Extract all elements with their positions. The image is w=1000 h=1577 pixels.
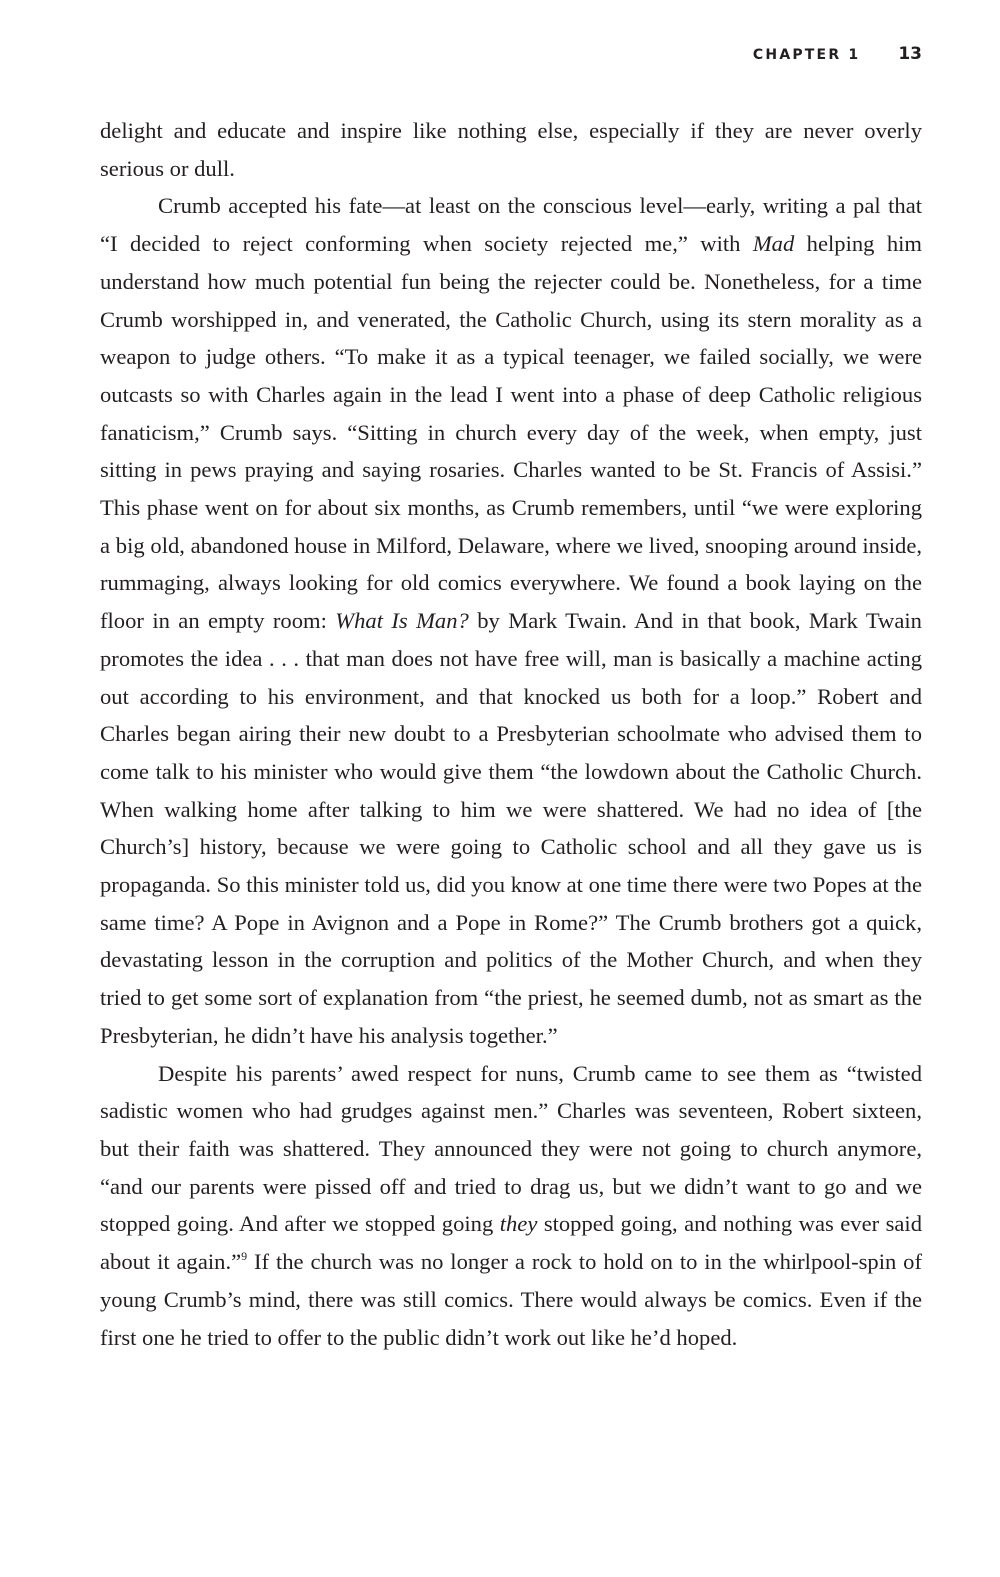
paragraph-2-text-b: helping him understand how much potential fun being the rejecter could be. Nonetheless, for a time Crumb worshipped in, and venerated, the Catholic Church, using its stern morality as a weapon to judge others. “To make it as a typical teenager, we failed socially, we were outcasts so with Charles again in the lead I went into a phase of deep Catholic religious fanaticism,” Crumb says. “Sitting in church every day of the week, when empty, just sitting in pews praying and saying rosaries. Charles wanted to be St. Francis of Assisi.” This phase went on for about six months, as Crumb remembers, until “we were exploring a big old, abandoned house in Milford, Delaware, where we lived, snooping around inside, rummaging, always looking for old comics everywhere. We found a book laying on the floor in an empty room: xyxy=(100,231,923,634)
book-title: What Is Man? xyxy=(335,608,469,634)
emphasis-they: they xyxy=(499,1211,538,1237)
page-number: 13 xyxy=(898,44,922,64)
paragraph-3-text-a: Despite his parents’ awed respect for nuns, Crumb came to see them as “twisted sadistic women who had grudges against men.” Charles was seventeen, Robert sixteen, but their faith was shattered. They announced they were not going to church anymore, “and our parents were pissed off and tried to drag us, but we didn’t want to go and we stopped going. And after we stopped going xyxy=(100,1060,922,1237)
mad-magazine-title: Mad xyxy=(752,231,795,257)
paragraph-2-text-a: Crumb accepted his fate—at least on the conscious level—early, writing a pal that “I decided to reject conforming when society rejected me,” with xyxy=(100,193,922,257)
paragraph-1-text: delight and educate and inspire like nothing else, especially if they are never overly serious or dull. xyxy=(100,118,922,181)
footnote-reference: 9 xyxy=(241,1249,248,1264)
paragraph-1 xyxy=(100,112,922,187)
paragraph-3-text-c: If the church was no longer a rock to hold on to in the whirlpool-spin of young Crumb’s mind, there was still comics. There would always be comics. Even if the first one he tried to offer to the public didn’t work out like he’d hoped. xyxy=(100,1249,923,1350)
body-text xyxy=(100,112,922,1356)
paragraph-2-text-c: by Mark Twain. And in that book, Mark Twain promotes the idea . . . that man does not have free will, man is basically a machine acting out according to his environment, and that knocked us both for a loop.” Robert and Charles began airing their new doubt to a Presbyterian schoolmate who advised them to come talk to his minister who would give them “the lowdown about the Catholic Church. When walking home after talking to him we were shattered. We had no idea of [the Church’s] history, because we were going to Catholic school and all they gave us is propaganda. So this minister told us, did you know at one time there were two Popes at the same time? A Pope in Avignon and a Pope in Rome?” The Crumb brothers got a quick, devastating lesson in the corruption and politics of the Mother Church, and when they tried to get some sort of explanation from “the priest, he seemed dumb, not as smart as the Presbyterian, he didn’t have his analysis together.” xyxy=(100,608,922,1048)
running-head xyxy=(753,44,922,64)
paragraph-2 xyxy=(100,187,922,1054)
paragraph-3-text-b: stopped going, and nothing was ever said about it again.” xyxy=(100,1211,923,1275)
chapter-label: CHAPTER 1 xyxy=(752,47,861,63)
paragraph-3 xyxy=(100,1055,922,1357)
